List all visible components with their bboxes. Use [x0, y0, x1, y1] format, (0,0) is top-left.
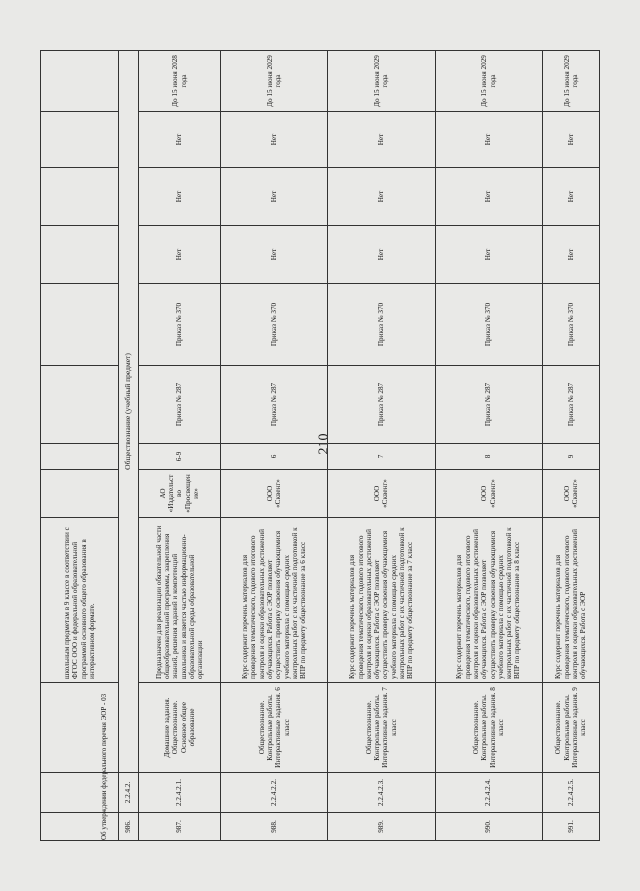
section-row [119, 50, 139, 840]
row-number: 987. [139, 812, 221, 840]
grade: 6-9 [139, 443, 221, 469]
resource-name: Обществознание. Контрольные работы. Интерактивные задания. 9 класс [542, 682, 599, 772]
term: До 15 июня 2029 года [221, 50, 328, 111]
row-code: 2.2.4.2.4. [435, 772, 542, 812]
order-one: Приказ № 287 [221, 365, 328, 443]
flag-one: Нет [221, 225, 328, 283]
row-code: 2.2.4.2. [119, 772, 139, 812]
order-one: Приказ № 287 [139, 365, 221, 443]
row-code: 2.2.4.2.5. [542, 772, 599, 812]
row-number: 991. [542, 812, 599, 840]
page-number: 210 [316, 433, 332, 455]
flag-three: Нет [435, 111, 542, 167]
resource-name: Домашние задания. Обществознание. Основное общее образование [139, 682, 221, 772]
flag-two: Нет [328, 167, 435, 225]
table-row [542, 50, 599, 840]
flag-three: Нет [139, 111, 221, 167]
publisher: ООО «Сквенг» [221, 469, 328, 517]
flag-two: Нет [542, 167, 599, 225]
row-number: 988. [221, 812, 328, 840]
order-two: Приказ № 370 [221, 283, 328, 365]
table-row [435, 50, 542, 840]
flag-one: Нет [139, 225, 221, 283]
order-two: Приказ № 370 [139, 283, 221, 365]
row-number: 989. [328, 812, 435, 840]
resource-description: Курс содержит перечень материалов для проведения тематического, годового итогового контроля и оценки образовательных достижений обучающихся. Работа с ЭОР позволяет осуществить проверку освоения обучающимися учебного материала с помощью средних контрольных работ с их частичной подготовкой к ВПР по предмету обществознание за 7 класс [328, 517, 435, 682]
flag-one: Нет [328, 225, 435, 283]
grade: 7 [328, 443, 435, 469]
term: До 15 июня 2029 года [328, 50, 435, 111]
table-row [139, 50, 221, 840]
flag-three: Нет [221, 111, 328, 167]
resource-name: Обществознание. Контрольные работы. Интерактивные задания. 8 класс [435, 682, 542, 772]
publisher: ООО «Сквенг» [328, 469, 435, 517]
row-number: 990. [435, 812, 542, 840]
resource-description: Предназначен для реализации обязательной части общеобразовательной программы, закрепления знаний, решения заданий и компетенций школьника и является частью информационно-образовательной среды образовательной организации [139, 517, 221, 682]
resource-name: Обществознание. Контрольные работы. Интерактивные задания. 7 класс [328, 682, 435, 772]
table-row [328, 50, 435, 840]
row-code: 2.2.4.2.1. [139, 772, 221, 812]
flag-two: Нет [139, 167, 221, 225]
row-code: 2.2.4.2.2. [221, 772, 328, 812]
publisher: ООО «Сквенг» [542, 469, 599, 517]
flag-three: Нет [328, 111, 435, 167]
flag-one: Нет [435, 225, 542, 283]
resource-description: Курс содержит перечень материалов для проведения тематического, годового итогового контроля и оценки образовательных достижений обучающихся. Работа с ЭОР позволяет осуществить проверку освоения обучающимися учебного материала с помощью средних контрольных работ с их частичной подготовкой к ВПР по предмету обществознание за 8 класс [435, 517, 542, 682]
grade: 8 [435, 443, 542, 469]
eor-table [40, 50, 600, 841]
intro-text: школьным предметам в 9 классе в соответствии с ФГОС ООО и федеральной образовательной программой основного общего образования в интерактивном формате. [41, 517, 119, 682]
order-one: Приказ № 287 [435, 365, 542, 443]
grade: 9 [542, 443, 599, 469]
flag-one: Нет [542, 225, 599, 283]
publisher: ООО «Сквенг» [435, 469, 542, 517]
grade: 6 [221, 443, 328, 469]
order-two: Приказ № 370 [435, 283, 542, 365]
resource-name: Обществознание. Контрольные работы. Интерактивные задания. 6 класс [221, 682, 328, 772]
publisher: АО «Издательство «Просвещение» [139, 469, 221, 517]
row-code: 2.2.4.2.3. [328, 772, 435, 812]
section-title: Обществознание (учебный предмет) [119, 50, 139, 772]
term: До 15 июня 2028 года [139, 50, 221, 111]
order-two: Приказ № 370 [542, 283, 599, 365]
order-one: Приказ № 287 [542, 365, 599, 443]
resource-description: Курс содержит перечень материалов для проведения тематического, годового итогового контроля и оценки образовательных достижений обучающихся. Работа с ЭОР позволяет осуществить проверку освоения обучающимися учебного материала с помощью средних контрольных работ с их частичной подготовкой к ВПР по предмету обществознание за 6 класс [221, 517, 328, 682]
flag-two: Нет [221, 167, 328, 225]
footnote: Об утверждении федерального перечня ЭОР - 03 [100, 693, 108, 840]
flag-two: Нет [435, 167, 542, 225]
term: До 15 июня 2029 года [435, 50, 542, 111]
table-row [221, 50, 328, 840]
row-number: 986. [119, 812, 139, 840]
order-one: Приказ № 287 [328, 365, 435, 443]
flag-three: Нет [542, 111, 599, 167]
order-two: Приказ № 370 [328, 283, 435, 365]
term: До 15 июня 2029 года [542, 50, 599, 111]
rotated-table-container [40, 51, 600, 841]
resource-description: Курс содержит перечень материалов для проведения тематического, годового итогового контроля и оценки образовательных достижений обучающихся. Работа с ЭОР [542, 517, 599, 682]
